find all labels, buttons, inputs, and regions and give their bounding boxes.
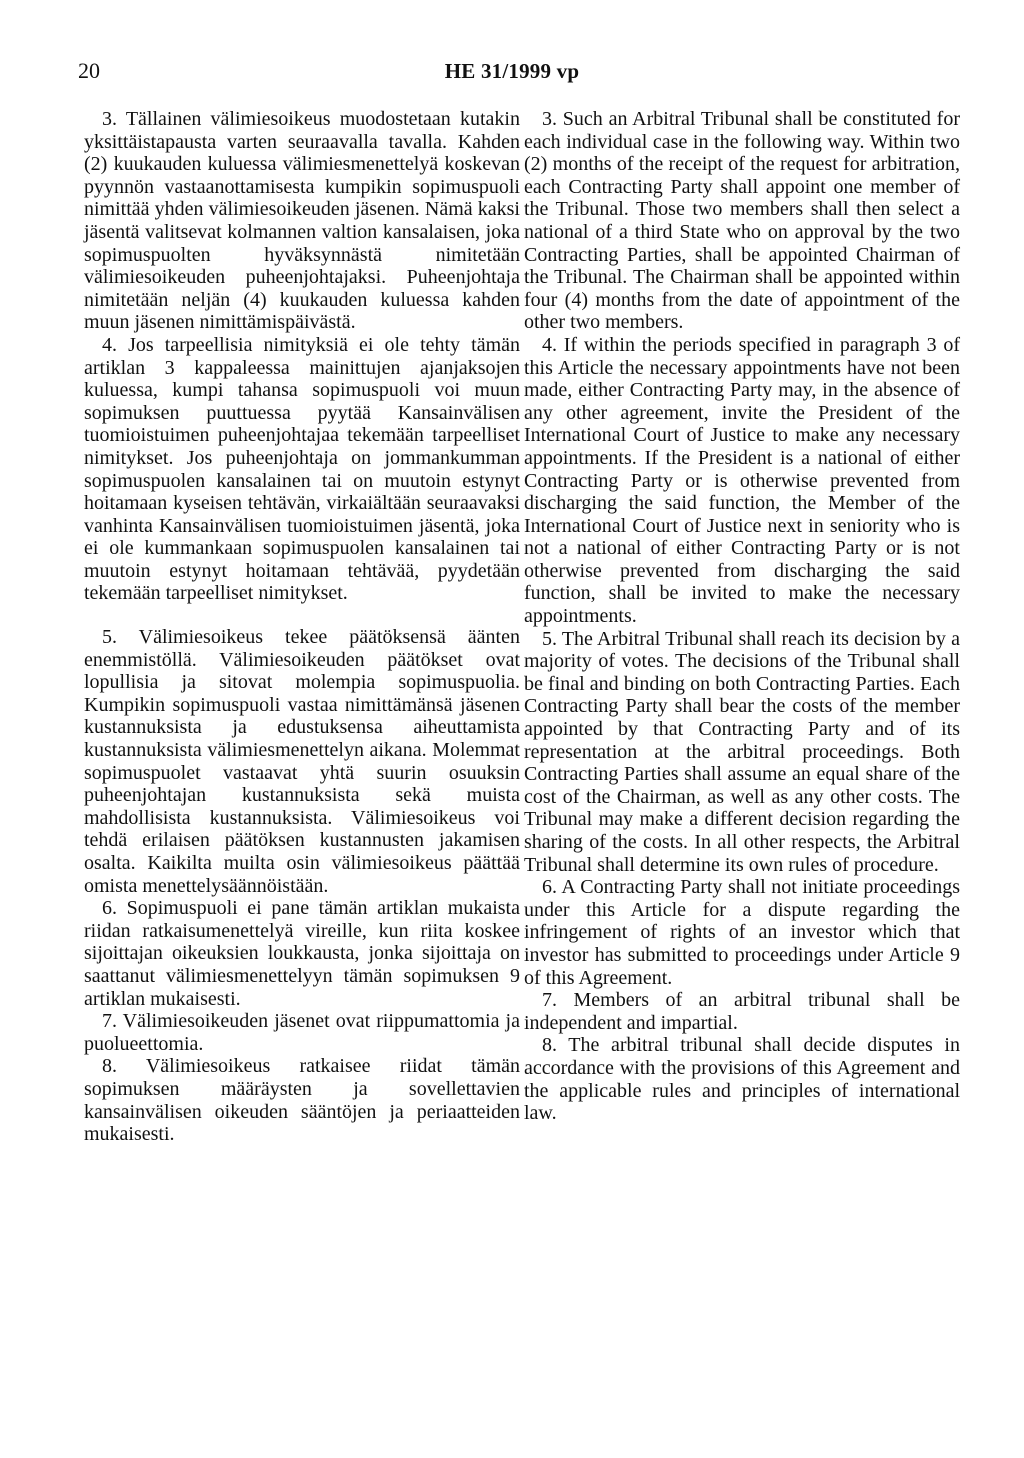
fi-paragraph-7: 7. Välimiesoikeuden jäsenet ovat riippumattomia ja puolueettomia. (84, 1010, 520, 1055)
fi-paragraph-5: 5. Välimiesoikeus tekee päätöksensä äänten enemmistöllä. Välimiesoikeuden päätökset ovat lopullisia ja sitovat molempia sopimuspuolia. Kumpikin sopimuspuoli vastaa nimittämänsä jäsenen kustannuksista ja edustuksensa aiheuttamista kustannuksista välimiesmenettelyn aikana. Molemmat sopimuspuolet vastaavat yhtä suurin osuuksin puheenjohtajan kustannuksista sekä muista mahdollisista kustannuksista. Välimiesoikeus voi tehdä erilaisen päätöksen kustannusten jakamisen osalta. Kaikilta muilta osin välimiesoikeus päättää omista menettelysäännöistään. (84, 626, 520, 897)
finnish-text-column (84, 108, 520, 1146)
en-paragraph-3: 3. Such an Arbitral Tribunal shall be constituted for each individual case in the following way. Within two (2) months of the receipt of the request for arbitration, each Contracting Party shall appoint one member of the Tribunal. Those two members shall then select a national of a third State who on approval by the two Contracting Parties, shall be appointed Chairman of the Tribunal. The Chairman shall be appointed within four (4) months from the date of appointment of the other two members. (524, 108, 960, 334)
english-text-column (524, 108, 960, 1125)
en-paragraph-7: 7. Members of an arbitral tribunal shall be independent and impartial. (524, 989, 960, 1034)
en-paragraph-4: 4. If within the periods specified in paragraph 3 of this Article the necessary appointments have not been made, either Contracting Party may, in the absence of any other agreement, invite the President of the International Court of Justice to make any necessary appointments. If the President is a national of either Contracting Party or is otherwise prevented from discharging the said function, the Member of the International Court of Justice next in seniority who is not a national of either Contracting Party or is not otherwise prevented from discharging the said function, shall be invited to make the necessary appointments. (524, 333, 960, 628)
page-header (0, 56, 1024, 90)
en-paragraph-5: 5. The Arbitral Tribunal shall reach its decision by a majority of votes. The decisions of the Tribunal shall be final and binding on both Contracting Parties. Each Contracting Party shall bear the costs of the member appointed by that Contracting Party and of its representation at the arbitral proceedings. Both Contracting Parties shall assume an equal share of the cost of the Chairman, as well as any other costs. The Tribunal may make a different decision regarding the sharing of the costs. In all other respects, the Arbitral Tribunal shall determine its own rules of procedure. (524, 627, 960, 876)
en-paragraph-8: 8. The arbitral tribunal shall decide disputes in accordance with the provisions of this Agreement and the applicable rules and principles of international law. (524, 1034, 960, 1125)
page-number: 20 (78, 58, 100, 83)
fi-paragraph-8: 8. Välimiesoikeus ratkaisee riidat tämän sopimuksen määräysten ja sovellettavien kansainvälisen oikeuden sääntöjen ja periaatteiden mukaisesti. (84, 1055, 520, 1146)
fi-paragraph-4: 4. Jos tarpeellisia nimityksiä ei ole tehty tämän artiklan 3 kappaleessa mainittujen ajanjaksojen kuluessa, kumpi tahansa sopimuspuoli voi muun sopimuksen puuttuessa pyytää Kansainvälisen tuomioistuimen puheenjohtajaa tekemään tarpeelliset nimitykset. Jos puheenjohtaja on jommankumman sopimuspuolen kansalainen tai on muutoin estynyt hoitamaan kyseisen tehtävän, virkaiältään seuraavaksi vanhinta Kansainvälisen tuomioistuimen jäsentä, joka ei ole kummankaan sopimuspuolen kansalainen tai muutoin estynyt hoitamaan tehtävää, pyydetään tekemään tarpeelliset nimitykset. (84, 333, 520, 605)
fi-paragraph-3: 3. Tällainen välimiesoikeus muodostetaan kutakin yksittäistapausta varten seuraavalla tavalla. Kahden (2) kuukauden kuluessa välimiesmenettelyä koskevan pyynnön vastaanottamisesta kumpikin sopimuspuoli nimittää yhden välimiesoikeuden jäsenen. Nämä kaksi jäsentä valitsevat kolmannen valtion kansalaisen, joka sopimuspuolten hyväksynnästä nimitetään välimiesoikeuden puheenjohtajaksi. Puheenjohtaja nimitetään neljän (4) kuukauden kuluessa kahden muun jäsenen nimittämispäivästä. (84, 108, 520, 334)
en-paragraph-6: 6. A Contracting Party shall not initiate proceedings under this Article for a dispute regarding the infringement of rights of an investor which that investor has submitted to proceedings under Article 9 of this Agreement. (524, 876, 960, 989)
fi-paragraph-6: 6. Sopimuspuoli ei pane tämän artiklan mukaista riidan ratkaisumenettelyä vireille, kun riita koskee sijoittajan oikeuksien loukkausta, jonka sijoittaja on saattanut välimiesmenettelyyn tämän sopimuksen 9 artiklan mukaisesti. (84, 897, 520, 1010)
document-id: HE 31/1999 vp (444, 59, 580, 83)
